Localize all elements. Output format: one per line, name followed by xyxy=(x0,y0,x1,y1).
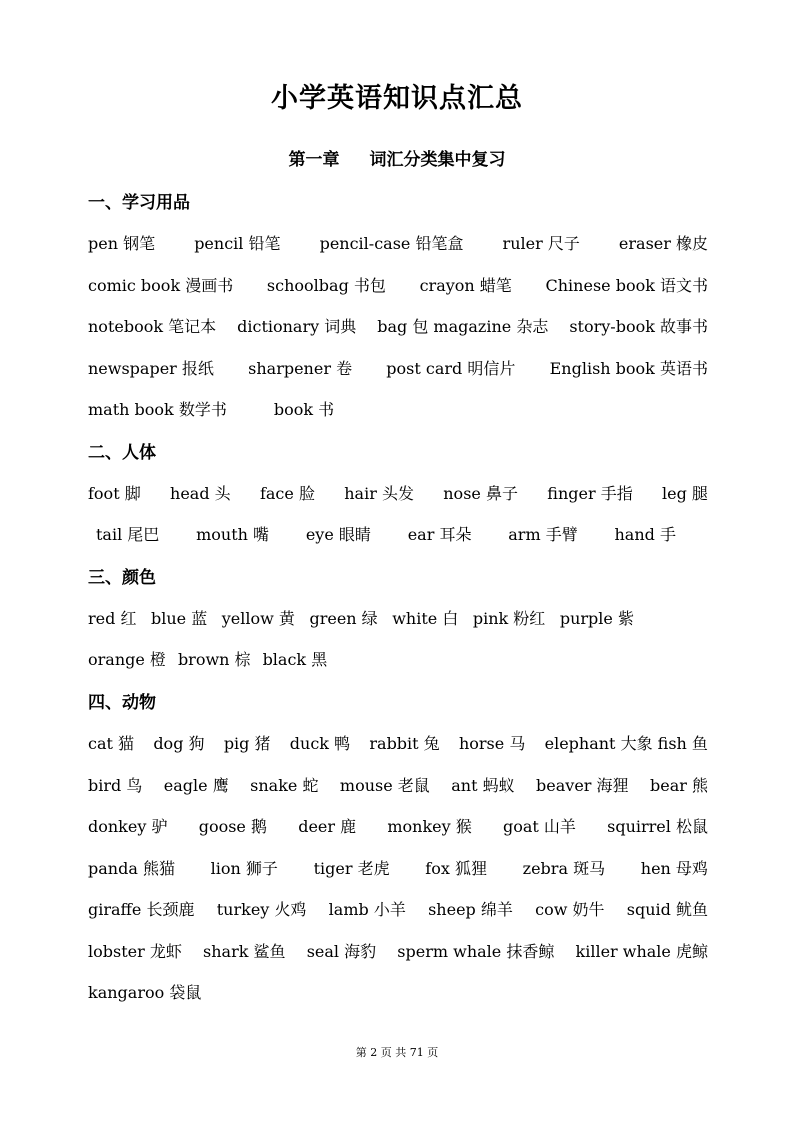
vocab-row xyxy=(88,606,634,630)
vocab-item: bird 鸟 xyxy=(88,776,143,795)
vocab-item: eye 眼睛 xyxy=(305,525,371,544)
vocab-item: fox 狐狸 xyxy=(425,859,487,878)
vocab-item: snake 蛇 xyxy=(250,776,319,795)
vocab-row xyxy=(88,773,708,797)
vocab-row xyxy=(96,522,676,546)
vocab-item: eagle 鹰 xyxy=(163,776,229,795)
vocab-item: pencil 铅笔 xyxy=(194,234,281,253)
vocab-item: donkey 驴 xyxy=(88,817,168,836)
vocab-item: ruler 尺子 xyxy=(502,234,580,253)
vocab-item: shark 鲨鱼 xyxy=(203,942,286,961)
vocab-row xyxy=(88,481,708,505)
chapter-title xyxy=(0,145,794,170)
vocab-item: pig 猪 xyxy=(223,734,271,753)
vocab-item: yellow 黄 xyxy=(221,609,295,628)
vocab-item: squid 鱿鱼 xyxy=(626,900,708,919)
vocab-item: deer 鹿 xyxy=(298,817,357,836)
vocab-item: hand 手 xyxy=(614,525,676,544)
vocab-item: squirrel 松鼠 xyxy=(607,817,708,836)
vocab-item: duck 鸭 xyxy=(289,734,351,753)
vocab-row xyxy=(88,731,708,755)
vocab-item: elephant 大象 fish 鱼 xyxy=(544,734,708,753)
vocab-item: zebra 斑马 xyxy=(522,859,606,878)
chapter-number: 第一章 xyxy=(288,150,340,170)
vocab-item: sharpener 卷 xyxy=(248,359,353,378)
vocab-item: black 黑 xyxy=(262,650,328,669)
vocab-item: blue 蓝 xyxy=(150,609,208,628)
vocab-item: head 头 xyxy=(170,484,231,503)
vocab-item: crayon 蜡笔 xyxy=(419,276,512,295)
vocab-item: hair 头发 xyxy=(344,484,414,503)
vocab-item: giraffe 长颈鹿 xyxy=(88,900,195,919)
vocab-item: orange 橙 xyxy=(88,650,166,669)
vocab-item: horse 马 xyxy=(458,734,526,753)
vocab-item: seal 海豹 xyxy=(306,942,377,961)
vocab-item: arm 手臂 xyxy=(508,525,578,544)
vocab-item: killer whale 虎鲸 xyxy=(575,942,708,961)
vocab-item: mouse 老鼠 xyxy=(339,776,430,795)
vocab-item: book 书 xyxy=(273,400,335,419)
vocab-item: cow 奶牛 xyxy=(535,900,605,919)
vocab-item: face 脸 xyxy=(259,484,315,503)
vocab-item: goat 山羊 xyxy=(502,817,576,836)
vocab-item: turkey 火鸡 xyxy=(216,900,307,919)
vocab-row xyxy=(88,980,708,1004)
vocab-item: mouth 嘴 xyxy=(196,525,270,544)
vocab-item: tail 尾巴 xyxy=(96,525,160,544)
vocab-item: hen 母鸡 xyxy=(640,859,708,878)
vocab-row xyxy=(88,939,708,963)
vocab-item: lamb 小羊 xyxy=(328,900,406,919)
vocab-item: newspaper 报纸 xyxy=(88,359,214,378)
vocab-item: story-book 故事书 xyxy=(569,317,708,336)
vocab-item: red 红 xyxy=(88,609,137,628)
section-heading-stationery: 一、学习用品 xyxy=(88,193,190,213)
vocab-row xyxy=(88,647,708,671)
vocab-item: nose 鼻子 xyxy=(443,484,518,503)
vocab-row xyxy=(88,356,708,380)
vocab-item: ant 蚂蚁 xyxy=(451,776,515,795)
vocab-item: purple 紫 xyxy=(559,609,634,628)
vocab-item: lion 狮子 xyxy=(210,859,278,878)
document-title: 小学英语知识点汇总 xyxy=(271,83,523,114)
section-heading-body: 二、人体 xyxy=(88,443,156,463)
vocab-row xyxy=(88,231,708,255)
vocab-item: notebook 笔记本 xyxy=(88,317,217,336)
section-heading-animals: 四、动物 xyxy=(88,693,156,713)
vocab-row xyxy=(88,314,708,338)
vocab-item: English book 英语书 xyxy=(549,359,708,378)
vocab-item: Chinese book 语文书 xyxy=(545,276,708,295)
vocab-item: green 绿 xyxy=(309,609,378,628)
vocab-item: leg 腿 xyxy=(662,484,708,503)
vocab-row xyxy=(88,897,708,921)
chapter-name: 词汇分类集中复习 xyxy=(369,150,506,170)
vocab-row xyxy=(88,856,708,880)
vocab-item: eraser 橡皮 xyxy=(618,234,708,253)
vocab-item: beaver 海狸 xyxy=(536,776,629,795)
vocab-row xyxy=(88,814,708,838)
vocab-item: tiger 老虎 xyxy=(313,859,390,878)
vocab-item: goose 鹅 xyxy=(198,817,267,836)
vocab-item: foot 脚 xyxy=(88,484,141,503)
vocab-item: ear 耳朵 xyxy=(407,525,472,544)
vocab-item: sheep 绵羊 xyxy=(428,900,513,919)
vocab-item: sperm whale 抹香鲸 xyxy=(397,942,555,961)
vocab-item: dictionary 词典 xyxy=(237,317,357,336)
vocab-item: pink 粉红 xyxy=(472,609,546,628)
vocab-item: dog 狗 xyxy=(153,734,205,753)
vocab-item: lobster 龙虾 xyxy=(88,942,182,961)
vocab-item: post card 明信片 xyxy=(386,359,516,378)
vocab-item: cat 猫 xyxy=(88,734,135,753)
vocab-item: white 白 xyxy=(392,609,459,628)
vocab-item: pen 钢笔 xyxy=(88,234,156,253)
vocab-item: finger 手指 xyxy=(547,484,633,503)
vocab-item: comic book 漫画书 xyxy=(88,276,234,295)
vocab-item: panda 熊猫 xyxy=(88,859,175,878)
vocab-item: kangaroo 袋鼠 xyxy=(88,983,202,1002)
vocab-item: schoolbag 书包 xyxy=(266,276,386,295)
vocab-item: math book 数学书 xyxy=(88,400,227,419)
vocab-item: rabbit 兔 xyxy=(369,734,440,753)
vocab-row xyxy=(88,273,708,297)
vocab-item: bag 包 magazine 杂志 xyxy=(377,317,549,336)
vocab-item: pencil-case 铅笔盒 xyxy=(319,234,464,253)
vocab-row xyxy=(88,397,708,421)
page-number-footer: 第 2 页 共 71 页 xyxy=(355,1046,439,1059)
vocab-item: brown 棕 xyxy=(177,650,251,669)
vocab-item: monkey 猴 xyxy=(387,817,472,836)
section-heading-colors: 三、颜色 xyxy=(88,568,156,588)
vocab-item: bear 熊 xyxy=(649,776,708,795)
